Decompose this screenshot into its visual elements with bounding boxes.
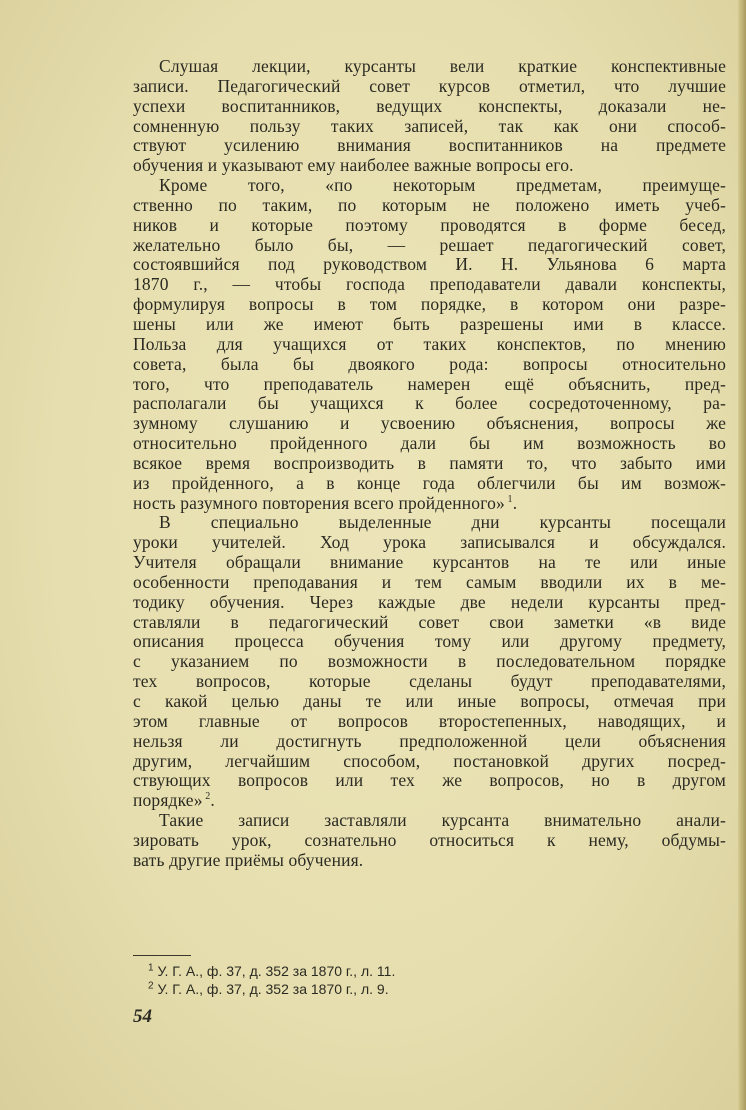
footnote-2 (148, 980, 395, 998)
text-line: формулируя вопросы в том порядке, в котором они разре- (133, 294, 726, 315)
text-line: ность разумного повторения всего пройденного» $^1$. (133, 492, 518, 513)
text-line: особенности преподавания и тем самым вводили их в ме- (133, 571, 726, 592)
text-line: этом главные от вопросов второстепенных, наводящих, и (133, 710, 726, 731)
footnote-mark: 1 (148, 962, 154, 974)
footnote-mark: 2 (148, 980, 154, 992)
text-line: состоявшийся под руководством И. Н. Ульянова 6 марта (133, 254, 726, 275)
text-line: тодику обучения. Через каждые две недели курсанты пред- (133, 591, 726, 612)
text-line: ников и которые поэтому проводятся в форме бесед, (133, 214, 726, 235)
text-line: Учителя обращали внимание курсантов на те или иные (133, 552, 726, 573)
text-line: ствуют усилению внимания воспитанников на предмете (133, 135, 726, 156)
text-line: желательно было бы, — решает педагогический совет, (133, 234, 726, 255)
text-line: из пройденного, а в конце года облегчили бы им возмож- (133, 472, 726, 493)
text-line: 1870 г., — чтобы господа преподаватели давали конспекты, (133, 274, 726, 295)
footnote-reference: 1 (504, 493, 513, 505)
text-line: успехи воспитанников, ведущих конспекты, доказали не- (133, 95, 726, 116)
text-line: Такие записи заставляли курсанта внимательно анали- (159, 810, 726, 831)
text-line: записи. Педагогический совет курсов отметил, что лучшие (133, 75, 726, 96)
text-line: всякое время воспроизводить в памяти то, что забыто ими (133, 452, 726, 473)
footnote-text: У. Г. А., ф. 37, д. 352 за 1870 г., л. 11. (157, 963, 396, 979)
text-line: относительно пройденного дали бы им возможность во (133, 433, 726, 454)
text-line: сомненную пользу таких записей, так как они способ- (133, 115, 726, 136)
footnote-1 (148, 962, 395, 980)
text-line: нельзя ли достигнуть предположенной цели объяснения (133, 730, 726, 751)
footnote-text: У. Г. А., ф. 37, д. 352 за 1870 г., л. 9. (157, 981, 389, 997)
text-line: шены или же имеют быть разрешены ими в классе. (133, 313, 726, 334)
text-line: тех вопросов, которые сделаны будут преподавателями, (133, 671, 726, 692)
body-text (133, 57, 726, 871)
text-line: зумному слушанию и усвоению объяснения, вопросы же (133, 413, 726, 434)
footnotes (148, 962, 395, 998)
text-line: с какой целью даны те или иные вопросы, отмечая при (133, 691, 726, 711)
text-line: В специально выделенные дни курсанты посещали (159, 512, 726, 533)
text-line: Кроме того, «по некоторым предметам, преимуще- (159, 175, 726, 196)
text-line: другим, легчайшим способом, постановкой других посред- (133, 750, 726, 771)
text-line: порядке» $^2$. (133, 790, 215, 811)
text-line: уроки учителей. Ход урока записывался и обсуждался. (133, 532, 726, 553)
text-line: совета, была бы двоякого рода: вопросы относительно (133, 353, 726, 374)
text-line: обучения и указывают ему наиболее важные вопросы его. (133, 155, 574, 176)
text-line: того, что преподаватель намерен ещё объяснить, пред- (133, 373, 726, 394)
text-line: ставляли в педагогический совет свои заметки «в виде (133, 611, 726, 632)
text-line: с указанием по возможности в последовательном порядке (133, 651, 726, 672)
text-line: вать другие приёмы обучения. (133, 849, 364, 870)
text-line: ствующих вопросов или тех же вопросов, но в другом (133, 770, 726, 791)
text-line: описания процесса обучения тому или другому предмету, (133, 631, 726, 652)
paragraph (133, 176, 726, 513)
text-line: располагали бы учащихся к более сосредоточенному, ра- (133, 393, 726, 414)
text-line: ственно по таким, по которым не положено иметь учеб- (133, 194, 726, 215)
paragraph (133, 811, 726, 871)
footnote-divider (133, 955, 191, 956)
paragraph (133, 57, 726, 176)
text-line: Польза для учащихся от таких конспектов, по мнению (133, 333, 726, 354)
text-line: Слушая лекции, курсанты вели краткие конспективные (159, 56, 726, 76)
paragraph (133, 513, 726, 811)
footnote-reference: 2 (202, 791, 211, 803)
page-edge (738, 0, 746, 1110)
text-line: зировать урок, сознательно относиться к нему, обдумы- (133, 829, 726, 850)
page-number: 54 (133, 1006, 152, 1027)
